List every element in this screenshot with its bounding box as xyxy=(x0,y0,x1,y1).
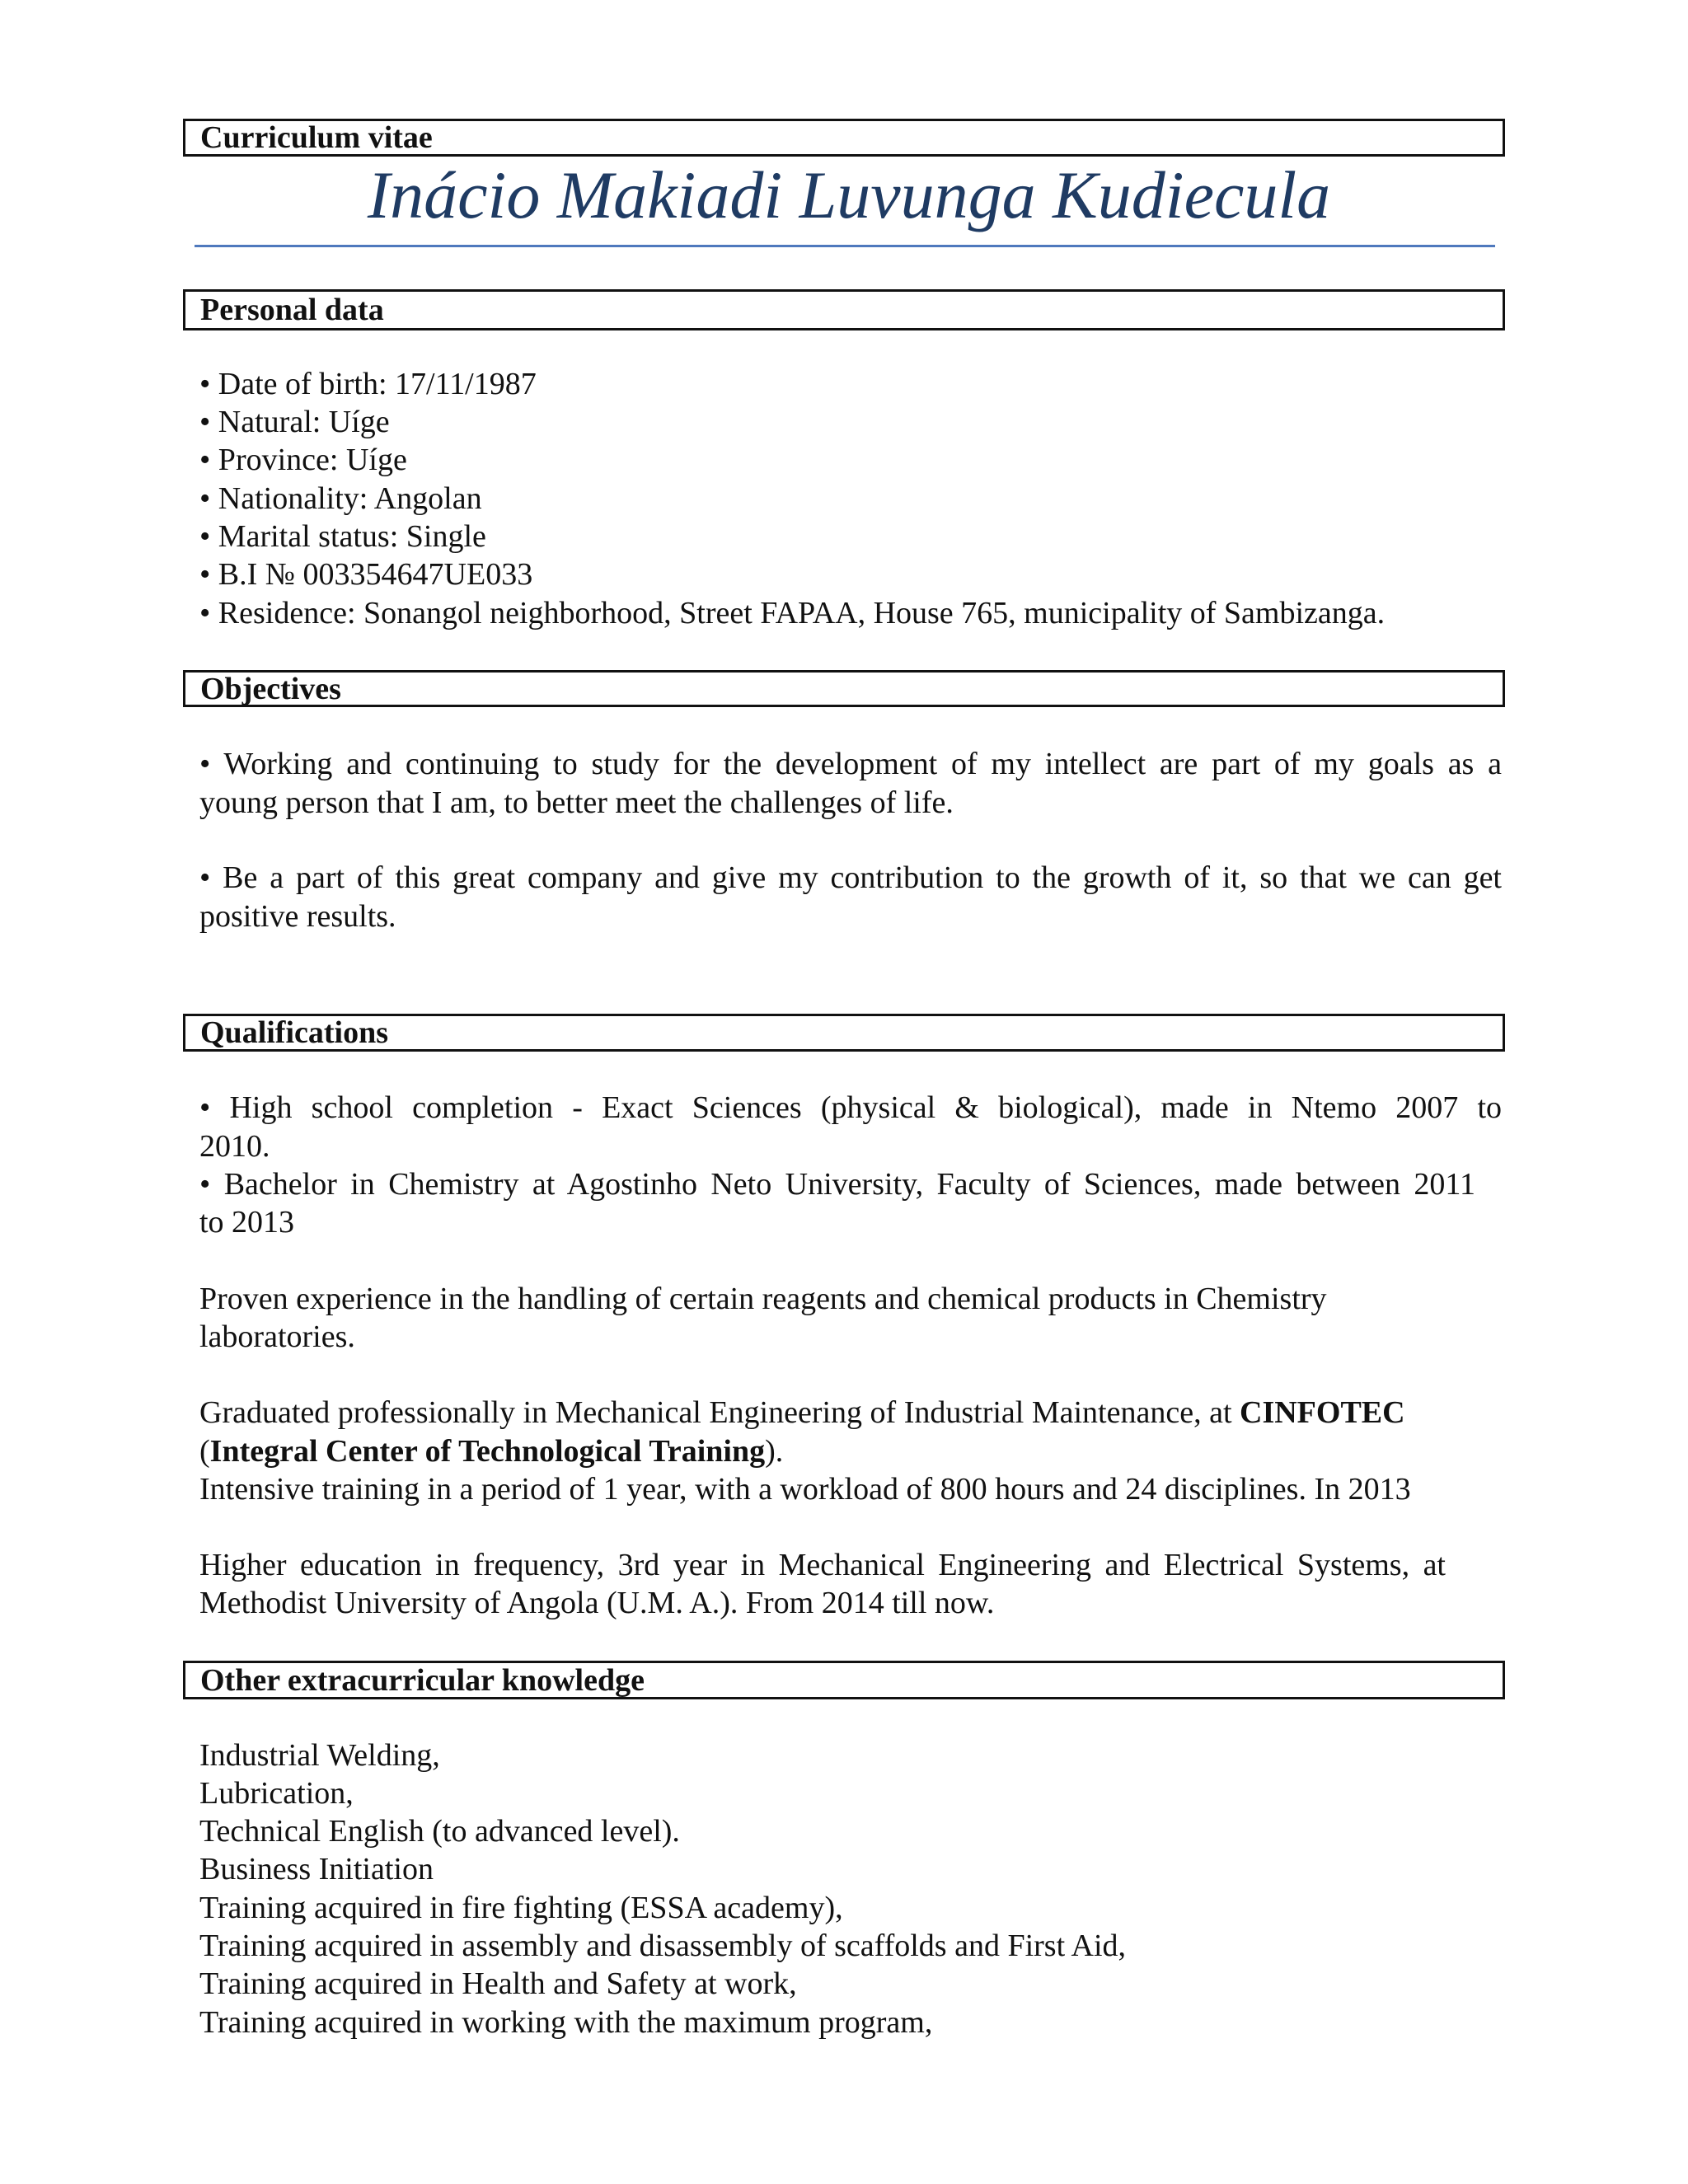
objective-2-line-1: • Be a part of this great company and give my contribution to the growth of it, so that we can get xyxy=(199,860,1502,895)
extracurricular-item: Training acquired in working with the maximum program, xyxy=(199,2005,933,2040)
personal-nationality: • Nationality: Angolan xyxy=(199,481,482,516)
personal-data-heading: Personal data xyxy=(183,289,1505,330)
personal-province: • Province: Uíge xyxy=(199,443,407,477)
qualification-high-school-line-1: • High school completion - Exact Sciences (physical & biological), made in Ntemo 2007 to xyxy=(199,1090,1502,1125)
extracurricular-item: Technical English (to advanced level). xyxy=(199,1814,680,1849)
graduated-line-1 xyxy=(199,1394,1405,1432)
objective-1-line-2: young person that I am, to better meet the challenges of life. xyxy=(199,785,954,820)
objective-2-line-2: positive results. xyxy=(199,899,396,934)
extracurricular-item: Training acquired in fire fighting (ESSA academy), xyxy=(199,1891,843,1925)
extracurricular-item: Training acquired in assembly and disassembly of scaffolds and First Aid, xyxy=(199,1929,1127,1963)
personal-natural: • Natural: Uíge xyxy=(199,405,390,439)
personal-marital-status: • Marital status: Single xyxy=(199,519,486,554)
extracurricular-item: Business Initiation xyxy=(199,1852,434,1886)
personal-residence: • Residence: Sonangol neighborhood, Street FAPAA, House 765, municipality of Sambizanga. xyxy=(199,596,1386,630)
curriculum-vitae-label: Curriculum vitae xyxy=(183,119,1505,157)
graduated-open-paren: ( xyxy=(199,1434,210,1469)
extracurricular-item: Training acquired in Health and Safety at work, xyxy=(199,1966,797,2001)
qualification-bachelor-line-2: to 2013 xyxy=(199,1205,295,1240)
graduated-close-paren: ). xyxy=(765,1434,784,1469)
extracurricular-item: Lubrication, xyxy=(199,1776,354,1811)
extracurricular-heading: Other extracurricular knowledge xyxy=(183,1661,1505,1699)
graduated-org-full: Integral Center of Technological Training xyxy=(209,1434,766,1469)
objective-1-line-1: • Working and continuing to study for the development of my intellect are part of my goals as a xyxy=(199,747,1502,781)
graduated-prefix: Graduated professionally in Mechanical Engineering of Industrial Maintenance, at xyxy=(199,1395,1240,1430)
experience-line-1: Proven experience in the handling of certain reagents and chemical products in Chemistry xyxy=(199,1282,1327,1316)
experience-line-2: laboratories. xyxy=(199,1319,355,1354)
title-underline xyxy=(195,245,1495,247)
higher-education-line-2: Methodist University of Angola (U.M. A.). From 2014 till now. xyxy=(199,1586,995,1620)
graduated-org-acronym: CINFOTEC xyxy=(1240,1395,1405,1430)
intensive-training-line: Intensive training in a period of 1 year, with a workload of 800 hours and 24 disciplines. In 2013 xyxy=(199,1472,1411,1507)
graduated-line-2 xyxy=(199,1432,783,1470)
extracurricular-item: Industrial Welding, xyxy=(199,1738,440,1773)
objectives-heading: Objectives xyxy=(183,670,1505,707)
candidate-name: Inácio Makiadi Luvunga Kudiecula xyxy=(367,157,1331,232)
qualifications-heading: Qualifications xyxy=(183,1014,1505,1052)
qualification-bachelor-line-1: • Bachelor in Chemistry at Agostinho Neto University, Faculty of Sciences, made between 2011 xyxy=(199,1167,1475,1202)
higher-education-line-1: Higher education in frequency, 3rd year in Mechanical Engineering and Electrical Systems, at xyxy=(199,1548,1446,1582)
personal-bi-number: • B.I № 003354647UE033 xyxy=(199,557,533,592)
qualification-high-school-line-2: 2010. xyxy=(199,1129,270,1164)
personal-date-of-birth: • Date of birth: 17/11/1987 xyxy=(199,367,537,401)
